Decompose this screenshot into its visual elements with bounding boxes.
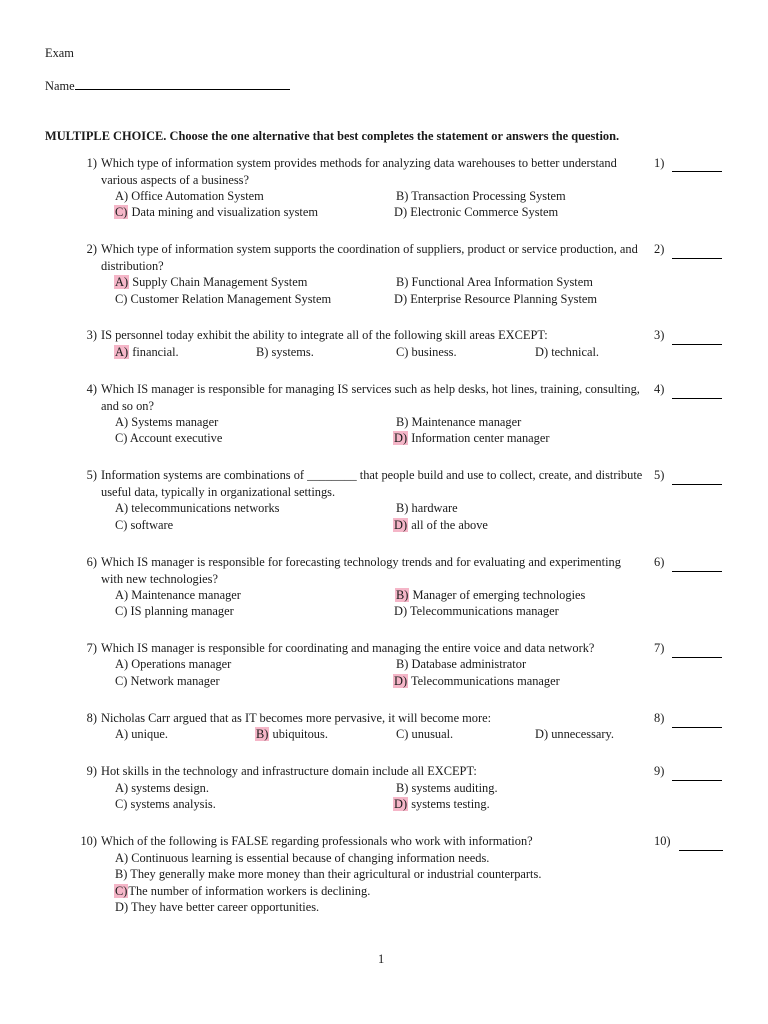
answer-number: 6)	[654, 555, 665, 569]
option-text: business.	[411, 345, 457, 359]
question-number: 8)	[86, 711, 97, 725]
option-a[interactable]	[115, 414, 218, 431]
option-letter: A)	[115, 189, 129, 203]
option-text: telecommunications networks	[131, 501, 280, 515]
option-text: Telecommunications manager	[409, 604, 559, 618]
option-text: Continuous learning is essential because of changing information needs.	[131, 851, 490, 865]
option-c[interactable]	[115, 430, 222, 447]
option-b-selected[interactable]	[256, 726, 328, 743]
option-text: Database administrator	[411, 657, 527, 671]
question-number: 7)	[86, 641, 97, 655]
option-text: They have better career opportunities.	[130, 900, 320, 914]
option-letter: C)	[115, 797, 128, 811]
option-b[interactable]	[396, 500, 458, 517]
option-d[interactable]	[535, 344, 599, 361]
option-d[interactable]	[394, 603, 559, 620]
option-a-selected[interactable]	[115, 344, 179, 361]
question-text: Information systems are combinations of ________ that people build and use to collect, create, and distribute useful data, typically in organizational settings.	[101, 468, 643, 499]
option-letter-highlighted: C)	[115, 205, 128, 219]
option-text: Supply Chain Management System	[132, 275, 308, 289]
option-letter: C)	[115, 674, 128, 688]
question-text: Which IS manager is responsible for managing IS services such as help desks, hot lines, training, consulting, and so on?	[101, 382, 640, 413]
answer-number: 10)	[654, 834, 671, 848]
answer-number: 8)	[654, 711, 665, 725]
option-text: Information center manager	[411, 431, 550, 445]
answer-number: 3)	[654, 328, 665, 342]
answer-blank[interactable]	[672, 246, 722, 259]
question-number: 9)	[86, 764, 97, 778]
option-letter: D)	[535, 345, 549, 359]
option-a[interactable]	[115, 188, 264, 205]
option-letter: B)	[396, 501, 409, 515]
option-text: Maintenance manager	[411, 415, 522, 429]
option-c[interactable]	[115, 673, 220, 690]
option-letter: C)	[396, 727, 409, 741]
option-letter: A)	[115, 727, 129, 741]
option-a[interactable]	[115, 500, 280, 517]
option-b[interactable]	[396, 274, 593, 291]
option-c-selected[interactable]	[115, 883, 370, 900]
option-d-selected[interactable]	[394, 796, 490, 813]
option-letter: A)	[115, 415, 129, 429]
option-letter: A)	[115, 781, 129, 795]
option-text: hardware	[411, 501, 458, 515]
option-text: software	[130, 518, 174, 532]
answer-blank[interactable]	[672, 472, 722, 485]
option-d-selected[interactable]	[394, 517, 488, 534]
option-letter: D)	[394, 292, 408, 306]
option-text: IS planning manager	[130, 604, 234, 618]
option-text: technical.	[551, 345, 600, 359]
answer-number: 7)	[654, 641, 665, 655]
option-text: Functional Area Information System	[411, 275, 593, 289]
option-letter: C)	[115, 604, 128, 618]
name-blank[interactable]	[75, 78, 290, 90]
answer-blank[interactable]	[672, 768, 722, 781]
option-letter-highlighted: D)	[394, 797, 408, 811]
option-letter: C)	[396, 345, 409, 359]
answer-blank[interactable]	[672, 386, 722, 399]
answer-blank[interactable]	[672, 332, 722, 345]
option-text: systems.	[271, 345, 314, 359]
option-text: Customer Relation Management System	[130, 292, 332, 306]
question-number: 5)	[86, 468, 97, 482]
answer-blank[interactable]	[679, 838, 723, 851]
option-letter: A)	[115, 501, 129, 515]
option-text: Maintenance manager	[131, 588, 241, 602]
option-letter-highlighted: A)	[115, 275, 129, 289]
option-text: Data mining and visualization system	[131, 205, 319, 219]
option-letter: D)	[394, 205, 408, 219]
option-b[interactable]	[396, 656, 526, 673]
exam-title: Exam	[45, 46, 74, 60]
option-a-selected[interactable]	[115, 274, 307, 291]
question-text: Which IS manager is responsible for forecasting technology trends and for evaluating and experimenting with new technologies?	[101, 555, 621, 586]
option-text: The number of information workers is declining.	[128, 884, 371, 898]
option-letter-highlighted: B)	[396, 588, 409, 602]
answer-blank[interactable]	[672, 159, 722, 172]
option-text: Office Automation System	[131, 189, 264, 203]
option-text: Enterprise Resource Planning System	[410, 292, 598, 306]
question-text: Which IS manager is responsible for coordinating and managing the entire voice and data network?	[101, 641, 595, 655]
question-text: Hot skills in the technology and infrastructure domain include all EXCEPT:	[101, 764, 477, 778]
question-number: 4)	[86, 382, 97, 396]
option-text: all of the above	[411, 518, 488, 532]
page-number: 1	[378, 952, 385, 966]
option-text: Operations manager	[131, 657, 232, 671]
option-a[interactable]	[115, 656, 231, 673]
option-letter: C)	[115, 292, 128, 306]
option-c-selected[interactable]	[115, 204, 318, 221]
option-letter: A)	[115, 657, 129, 671]
option-letter: A)	[115, 851, 129, 865]
option-letter: B)	[396, 189, 409, 203]
option-text: Account executive	[129, 431, 223, 445]
option-letter: B)	[396, 275, 409, 289]
option-letter: A)	[115, 588, 129, 602]
option-c[interactable]	[115, 796, 216, 813]
instructions: MULTIPLE CHOICE. Choose the one alternative that best completes the statement or answers the question.	[45, 129, 620, 143]
option-letter: D)	[394, 604, 408, 618]
answer-number: 9)	[654, 764, 665, 778]
option-text: systems analysis.	[130, 797, 216, 811]
answer-number: 4)	[654, 382, 665, 396]
option-text: systems auditing.	[411, 781, 498, 795]
option-a[interactable]	[115, 850, 489, 867]
option-letter: C)	[115, 431, 128, 445]
option-text: Manager of emerging technologies	[412, 588, 586, 602]
question-number: 10)	[80, 834, 97, 848]
option-letter: B)	[396, 415, 409, 429]
answer-number: 1)	[654, 156, 665, 170]
option-text: Transaction Processing System	[411, 189, 566, 203]
option-letter: C)	[115, 518, 128, 532]
answer-number: 2)	[654, 242, 665, 256]
option-text: unique.	[131, 727, 169, 741]
name-line	[45, 78, 290, 95]
answer-number: 5)	[654, 468, 665, 482]
option-letter: B)	[396, 781, 409, 795]
option-c[interactable]	[115, 291, 331, 308]
option-text: Electronic Commerce System	[410, 205, 559, 219]
option-text: ubiquitous.	[272, 727, 328, 741]
option-b[interactable]	[115, 866, 541, 883]
question-text: Which type of information system provides methods for analyzing data warehouses to better understand various aspects of a business?	[101, 156, 617, 187]
answer-blank[interactable]	[672, 645, 722, 658]
answer-blank[interactable]	[672, 715, 722, 728]
question-text: Which type of information system supports the coordination of suppliers, product or service production, and distribution?	[101, 242, 638, 273]
option-text: systems testing.	[411, 797, 490, 811]
option-text: They generally make more money than their agricultural or industrial counterparts.	[130, 867, 542, 881]
option-text: financial.	[132, 345, 179, 359]
option-c[interactable]	[115, 517, 173, 534]
option-a[interactable]	[115, 726, 168, 743]
option-letter-highlighted: D)	[394, 518, 408, 532]
question-text: IS personnel today exhibit the ability to integrate all of the following skill areas EXCEPT:	[101, 328, 548, 342]
option-text: unusual.	[411, 727, 454, 741]
option-text: Telecommunications manager	[410, 674, 560, 688]
option-b-selected[interactable]	[396, 587, 585, 604]
question-number: 1)	[86, 156, 97, 170]
option-letter-highlighted: D)	[394, 674, 408, 688]
option-letter: B)	[396, 657, 409, 671]
option-c[interactable]	[115, 603, 234, 620]
option-d[interactable]	[535, 726, 614, 743]
option-d[interactable]	[115, 899, 319, 916]
option-letter: B)	[115, 867, 128, 881]
option-a[interactable]	[115, 780, 209, 797]
option-text: Network manager	[130, 674, 220, 688]
option-letter-highlighted: D)	[394, 431, 408, 445]
option-d[interactable]	[394, 291, 597, 308]
option-c[interactable]	[396, 344, 457, 361]
option-c[interactable]	[396, 726, 453, 743]
option-d-selected[interactable]	[394, 673, 560, 690]
option-b[interactable]	[396, 414, 521, 431]
option-b[interactable]	[396, 188, 566, 205]
option-letter-highlighted: A)	[115, 345, 129, 359]
option-text: systems design.	[131, 781, 209, 795]
option-b[interactable]	[396, 780, 498, 797]
option-b[interactable]	[256, 344, 314, 361]
question-text: Which of the following is FALSE regarding professionals who work with information?	[101, 834, 533, 848]
option-text: unnecessary.	[551, 727, 615, 741]
question-number: 6)	[86, 555, 97, 569]
option-letter: B)	[256, 345, 269, 359]
option-letter-highlighted: C)	[115, 884, 128, 898]
option-letter: D)	[535, 727, 549, 741]
question-number: 2)	[86, 242, 97, 256]
option-d[interactable]	[394, 204, 558, 221]
option-d-selected[interactable]	[394, 430, 549, 447]
answer-blank[interactable]	[672, 559, 722, 572]
option-a[interactable]	[115, 587, 241, 604]
option-letter: D)	[115, 900, 129, 914]
question-number: 3)	[86, 328, 97, 342]
option-text: Systems manager	[131, 415, 219, 429]
name-label: Name	[45, 79, 75, 93]
question-text: Nicholas Carr argued that as IT becomes more pervasive, it will become more:	[101, 711, 492, 725]
option-letter-highlighted: B)	[256, 727, 269, 741]
